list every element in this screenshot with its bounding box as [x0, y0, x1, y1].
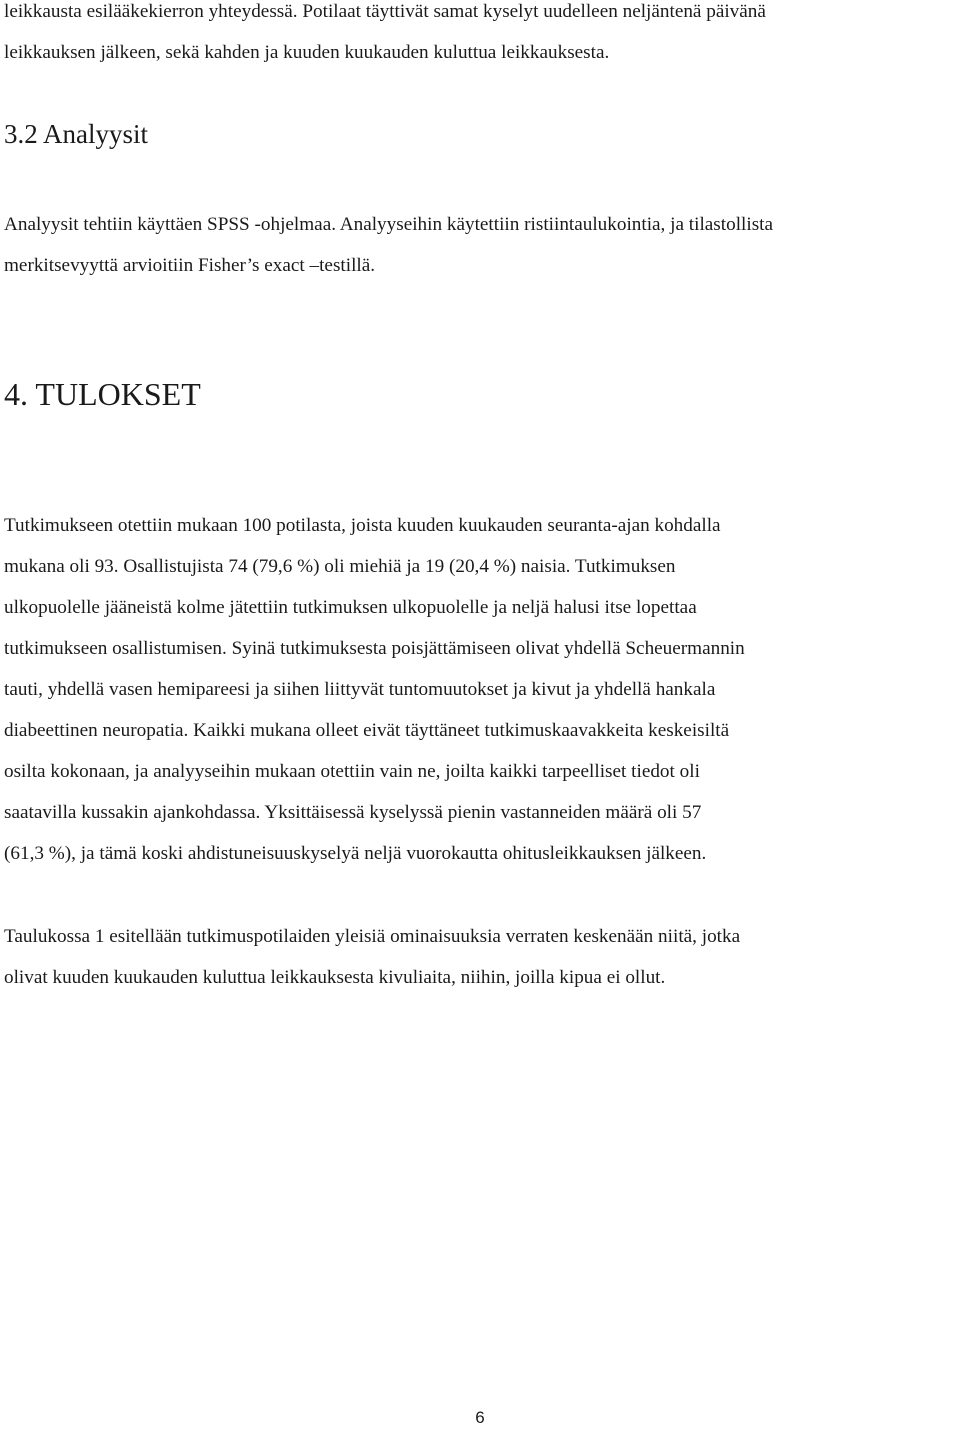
results-p2-line-2: olivat kuuden kuukauden kuluttua leikkauksesta kivuliaita, niihin, joilla kipua ei ollut.: [4, 967, 666, 988]
analyysit-line-1: Analyysit tehtiin käyttäen SPSS -ohjelmaa. Analyyseihin käytettiin ristiintaulukointia, ja tilastollista: [4, 214, 774, 235]
results-p1-line-1: Tutkimukseen otettiin mukaan 100 potilasta, joista kuuden kuukauden seuranta-ajan kohdalla: [4, 515, 721, 536]
intro-line-2: leikkauksen jälkeen, sekä kahden ja kuuden kuukauden kuluttua leikkauksesta.: [4, 42, 610, 63]
results-p1-line-5: tauti, yhdellä vasen hemipareesi ja siihen liittyvät tuntomuutokset ja kivut ja yhdellä hankala: [4, 679, 716, 700]
results-p1-line-6: diabeettinen neuropatia. Kaikki mukana olleet eivät täyttäneet tutkimuskaavakkeita keskeisiltä: [4, 720, 730, 741]
section-heading-analyysit: 3.2 Analyysit: [4, 119, 149, 149]
intro-line-1: leikkausta esilääkekierron yhteydessä. Potilaat täyttivät samat kyselyt uudelleen neljäntenä päivänä: [4, 1, 766, 22]
results-p1-line-4: tutkimukseen osallistumisen. Syinä tutkimuksesta poisjättämiseen olivat yhdellä Scheuermannin: [4, 638, 745, 659]
results-p1-line-7: osilta kokonaan, ja analyyseihin mukaan otettiin vain ne, joilta kaikki tarpeelliset tiedot oli: [4, 761, 700, 782]
results-p2-line-1: Taulukossa 1 esitellään tutkimuspotilaiden yleisiä ominaisuuksia verraten keskenään niitä, jotka: [4, 926, 741, 947]
results-p1-line-9: (61,3 %), ja tämä koski ahdistuneisuuskyselyä neljä vuorokautta ohitusleikkauksen jälkeen.: [4, 843, 707, 864]
results-p1-line-2: mukana oli 93. Osallistujista 74 (79,6 %) oli miehiä ja 19 (20,4 %) naisia. Tutkimuksen: [4, 556, 676, 577]
results-p1-line-8: saatavilla kussakin ajankohdassa. Yksittäisessä kyselyssä pienin vastanneiden määrä oli 57: [4, 802, 702, 823]
results-p1-line-3: ulkopuolelle jääneistä kolme jätettiin tutkimuksen ulkopuolelle ja neljä halusi itse lopettaa: [4, 597, 697, 618]
analyysit-line-2: merkitsevyyttä arvioitiin Fisher’s exact –testillä.: [4, 255, 376, 276]
page-number: 6: [475, 1408, 485, 1427]
section-heading-tulokset: 4. TULOKSET: [4, 376, 201, 412]
